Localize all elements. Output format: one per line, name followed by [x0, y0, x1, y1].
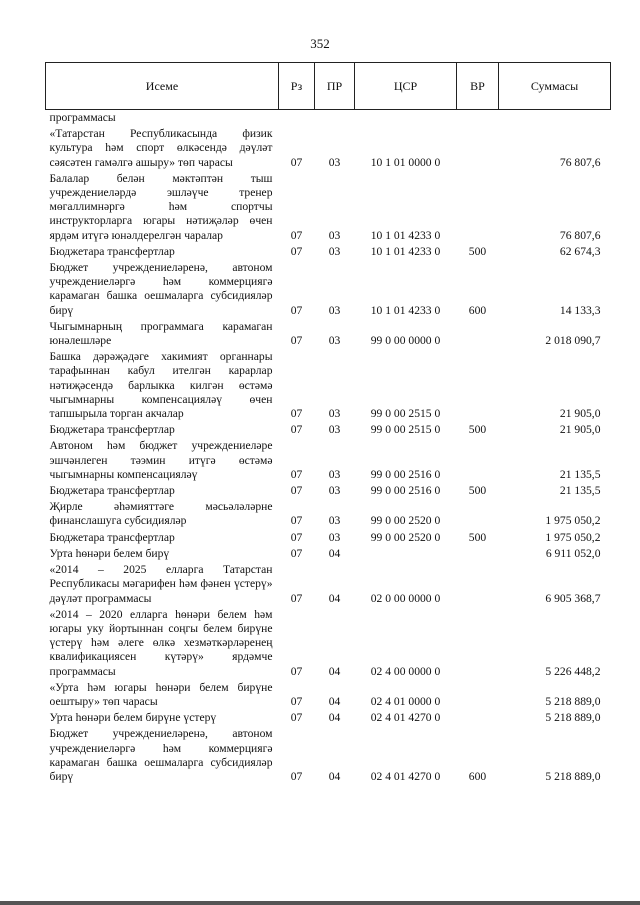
cell-sum: 14 133,3 [559, 303, 601, 317]
page-number: 352 [310, 36, 330, 51]
cell-rz: 07 [290, 155, 303, 169]
cell-pr: 03 [328, 244, 341, 258]
cell-csr: 02 4 01 4270 0 [370, 711, 441, 725]
budget-table [45, 62, 610, 785]
cell-rz: 07 [290, 244, 303, 258]
cell-vr [457, 349, 499, 422]
cell-sum: 76 807,6 [559, 228, 601, 242]
cell-vr [457, 110, 499, 127]
cell-name: Чыгымнарның программага карамаган юнәлешләре [49, 319, 273, 348]
cell-sum: 21 905,0 [559, 423, 601, 437]
cell-vr [457, 171, 499, 244]
cell-vr [457, 126, 499, 171]
cell-sum: 5 218 889,0 [545, 694, 601, 708]
cell-rz: 07 [290, 694, 303, 708]
cell-pr: 03 [328, 467, 341, 481]
cell-sum: 21 905,0 [559, 407, 601, 421]
cell-sum: 1 975 050,2 [545, 514, 601, 528]
cell-name: Бюджет учреждениеләренә, автоном учреждениеләргә һәм коммерциягә карамаган башка оешмаларга субсидияләр бирү [49, 261, 273, 317]
cell-sum: 21 135,5 [559, 467, 601, 481]
cell-vr [457, 562, 499, 607]
header-pr: ПР [315, 63, 355, 110]
table-row [46, 483, 611, 499]
cell-vr: 600 [468, 769, 487, 783]
cell-sum: 5 218 889,0 [545, 769, 601, 783]
cell-csr: 99 0 00 0000 0 [370, 334, 441, 348]
cell-pr: 03 [328, 484, 341, 498]
cell-pr: 04 [328, 711, 341, 725]
cell-pr: 04 [328, 769, 341, 783]
cell-sum [499, 110, 611, 127]
header-name: Исеме [46, 63, 279, 110]
cell-rz: 07 [290, 467, 303, 481]
cell-rz: 07 [290, 303, 303, 317]
cell-name: «2014 – 2020 елларга һөнәри белем һәм югары уку йортыннан соңгы белем бирүне үстерү һәм әлеге өлкә хезмәткәрләренең квалификациясен күтәрү» ярдәмче программасы [49, 607, 273, 678]
cell-vr [457, 680, 499, 710]
cell-pr: 04 [328, 664, 341, 678]
cell-csr: 10 1 01 4233 0 [370, 303, 441, 317]
cell-vr: 500 [468, 423, 487, 437]
table-row [46, 499, 611, 529]
cell-pr: 03 [328, 303, 341, 317]
table-header-row [46, 63, 611, 110]
cell-name: «2014 – 2025 елларга Татарстан Республикасы мәгарифен һәм фәнен үстерү» дәүләт программасы [49, 563, 273, 605]
cell-pr: 04 [328, 591, 341, 605]
header-csr: ЦСР [355, 63, 457, 110]
cell-csr: 02 0 00 0000 0 [370, 591, 441, 605]
cell-vr [457, 710, 499, 726]
cell-rz: 07 [290, 546, 303, 560]
cell-sum: 6 905 368,7 [545, 591, 601, 605]
table-row [46, 319, 611, 349]
table-row [46, 710, 611, 726]
cell-csr: 99 0 00 2516 0 [370, 484, 441, 498]
cell-sum: 6 911 052,0 [545, 546, 601, 560]
cell-pr: 03 [328, 155, 341, 169]
cell-pr: 04 [328, 546, 341, 560]
cell-vr [457, 499, 499, 529]
table-row [46, 244, 611, 260]
cell-name: Җирле әһәмияттәге мәсьәләләрне финанслашуга субсидияләр [49, 500, 273, 528]
cell-sum: 2 018 090,7 [545, 334, 601, 348]
cell-csr: 02 4 00 0000 0 [370, 664, 441, 678]
page-bottom-edge [0, 901, 640, 905]
header-sum: Суммасы [499, 63, 611, 110]
cell-vr: 500 [468, 484, 487, 498]
cell-vr [457, 546, 499, 562]
cell-rz: 07 [290, 407, 303, 421]
cell-sum: 5 226 448,2 [545, 664, 601, 678]
cell-vr [457, 607, 499, 680]
cell-rz: 07 [290, 423, 303, 437]
cell-pr: 03 [328, 228, 341, 242]
cell-csr: 99 0 00 2516 0 [370, 467, 441, 481]
cell-name: Бюджет учреждениеләренә, автоном учреждениеләргә һәм коммерциягә карамаган башка оешмаларга субсидияләр бирү [49, 727, 273, 783]
cell-sum: 76 807,6 [559, 155, 601, 169]
table-row [46, 546, 611, 562]
cell-name: «Урта һәм югары һөнәри белем бирүне оештыру» төп чарасы [49, 680, 273, 708]
table-row [46, 530, 611, 546]
cell-pr [315, 110, 355, 127]
cell-csr: 02 4 01 0000 0 [370, 694, 441, 708]
cell-pr: 04 [328, 694, 341, 708]
cell-name: Бюджетара трансфертлар [49, 244, 175, 258]
cell-csr: 10 1 01 4233 0 [370, 228, 441, 242]
cell-name: Башка дәрәҗәдәге хакимият органнары тарафыннан кабул ителгән карарлар нәтиҗәсендә барлыкка килгән өстәмә чыгымнарны компенсацияләү өчен тапшырыла торган акчалар [49, 350, 273, 421]
cell-pr: 03 [328, 334, 341, 348]
cell-pr: 03 [328, 530, 341, 544]
cell-name: Урта һөнәри белем бирүне үстерү [49, 711, 217, 725]
cell-csr [355, 546, 457, 562]
table-row [46, 349, 611, 422]
table-row [46, 438, 611, 483]
table-row [46, 726, 611, 785]
cell-csr: 10 1 01 4233 0 [370, 244, 441, 258]
table-row [46, 422, 611, 438]
cell-csr: 99 0 00 2515 0 [370, 423, 441, 437]
cell-rz: 07 [290, 228, 303, 242]
table-row [46, 171, 611, 244]
table-row [46, 126, 611, 171]
cell-vr: 500 [468, 244, 487, 258]
cell-name: Автоном һәм бюджет учреждениеләре эшчәнлеген тәэмин итүгә өстәмә чыгымнарны компенсацияләү [49, 439, 273, 481]
cell-sum: 62 674,3 [559, 244, 601, 258]
cell-sum: 1 975 050,2 [545, 530, 601, 544]
cell-sum: 5 218 889,0 [545, 711, 601, 725]
table-row [46, 562, 611, 607]
cell-rz: 07 [290, 769, 303, 783]
cell-pr: 03 [328, 423, 341, 437]
cell-csr [355, 110, 457, 127]
cell-rz: 07 [290, 591, 303, 605]
header-rz: Рз [279, 63, 315, 110]
cell-name: Бюджетара трансфертлар [49, 484, 175, 498]
table-row [46, 680, 611, 710]
cell-name: Урта һөнәри белем бирү [49, 546, 170, 560]
table-row [46, 260, 611, 319]
cell-name: «Татарстан Республикасында физик культура һәм спорт өлкәсендә дәүләт сәясәтен гамәлгә ашыру» төп чарасы [49, 127, 273, 169]
cell-name: программасы [49, 111, 116, 124]
table-row [46, 607, 611, 680]
cell-name: Бюджетара трансфертлар [49, 530, 175, 544]
cell-csr: 99 0 00 2520 0 [370, 530, 441, 544]
cell-rz: 07 [290, 711, 303, 725]
cell-vr: 600 [468, 303, 487, 317]
table-row [46, 110, 611, 127]
cell-rz [279, 110, 315, 127]
cell-vr [457, 319, 499, 349]
cell-rz: 07 [290, 664, 303, 678]
header-vr: ВР [457, 63, 499, 110]
cell-vr [457, 438, 499, 483]
cell-rz: 07 [290, 514, 303, 528]
cell-csr: 99 0 00 2515 0 [370, 407, 441, 421]
cell-rz: 07 [290, 484, 303, 498]
cell-csr: 99 0 00 2520 0 [370, 514, 441, 528]
cell-csr: 10 1 01 0000 0 [370, 155, 441, 169]
cell-name: Бюджетара трансфертлар [49, 423, 175, 437]
cell-csr: 02 4 01 4270 0 [370, 769, 441, 783]
cell-vr: 500 [468, 530, 487, 544]
cell-pr: 03 [328, 514, 341, 528]
cell-rz: 07 [290, 334, 303, 348]
cell-pr: 03 [328, 407, 341, 421]
cell-rz: 07 [290, 530, 303, 544]
cell-sum: 21 135,5 [559, 484, 601, 498]
cell-name: Балалар белән мәктәптән тыш учреждениеләрдә эшләүче тренер мөгаллимнәргә һәм спортчы инструкторларга югары нәтиҗәләр өчен ярдәм итүгә юнәлдерелгән чаралар [49, 171, 273, 242]
